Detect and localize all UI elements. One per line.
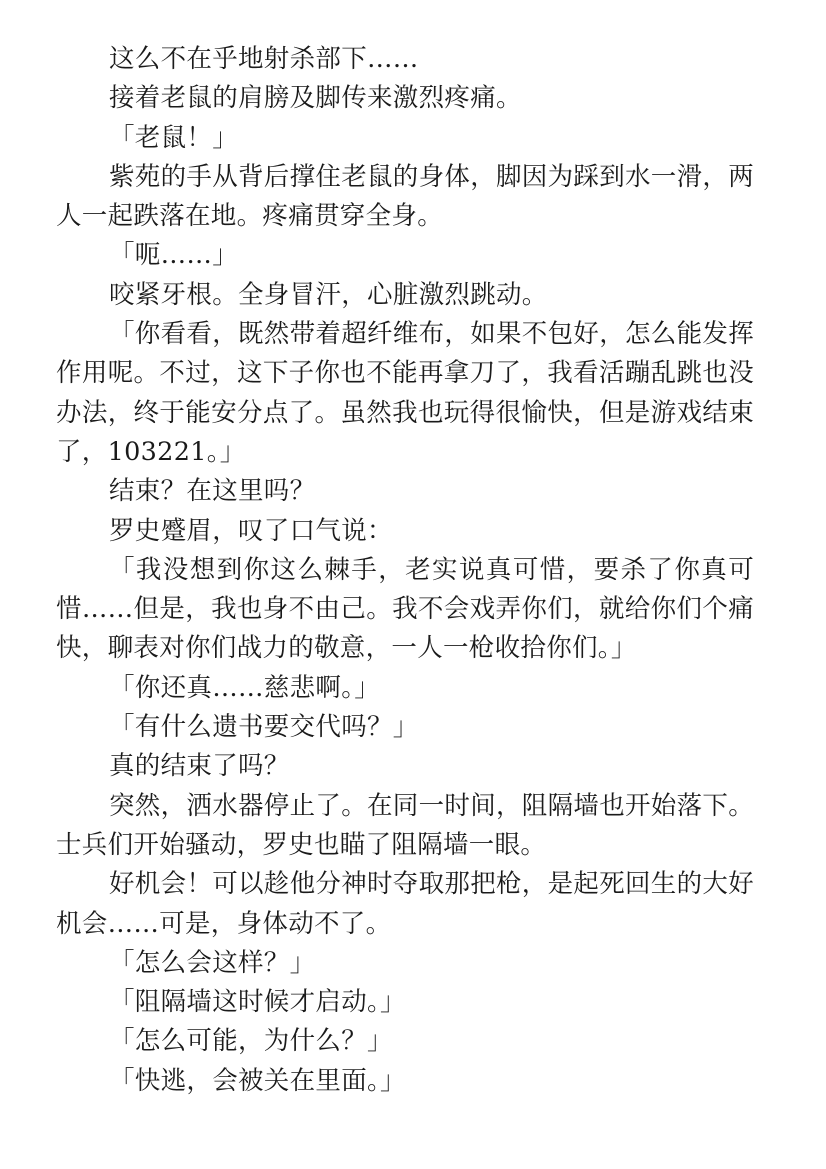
- paragraph: 结束？在这里吗？: [109, 476, 316, 507]
- paragraph: 「快逃，会被关在里面。」: [109, 1065, 406, 1096]
- paragraph: 「怎么可能，为什么？」: [109, 1026, 393, 1057]
- paragraph: 「你看看，既然带着超纤维布，如果不包好，怎么能发挥作用呢。不过，这下子你也不能再拿刀了，我看活蹦乱跳也没办法，终于能安分点了。虽然我也玩得很愉快，但是游戏结束了，103221。」: [56, 319, 755, 467]
- paragraph: 突然，洒水器停止了。在同一时间，阻隔墙也开始落下。士兵们开始骚动，罗史也瞄了阻隔墙一眼。: [56, 790, 755, 860]
- paragraph: 真的结束了吗？: [109, 751, 290, 782]
- paragraph: 「呃……」: [109, 240, 239, 271]
- paragraph: 「老鼠！」: [109, 122, 239, 153]
- paragraph: 「我没想到你这么棘手，老实说真可惜，要杀了你真可惜……但是，我也身不由己。我不会戏弄你们，就给你们个痛快，聊表对你们战力的敬意，一人一枪收拾你们。」: [56, 554, 754, 664]
- paragraph: 接着老鼠的肩膀及脚传来激烈疼痛。: [109, 83, 522, 114]
- paragraph: 「你还真……慈悲啊。」: [109, 672, 381, 703]
- paragraph: 这么不在乎地射杀部下……: [109, 44, 419, 74]
- paragraph: 「怎么会这样？」: [109, 947, 316, 978]
- paragraph: 好机会！可以趁他分神时夺取那把枪，是起死回生的大好机会……可是，身体动不了。: [56, 869, 755, 939]
- paragraph: 「阻隔墙这时候才启动。」: [109, 987, 406, 1018]
- paragraph: 「有什么遗书要交代吗？」: [109, 712, 419, 743]
- paragraph: 罗史蹙眉，叹了口气说：: [109, 515, 393, 546]
- paragraph: 紫苑的手从背后撑住老鼠的身体，脚因为踩到水一滑，两人一起跌落在地。疼痛贯穿全身。: [56, 161, 755, 232]
- paragraph: 咬紧牙根。全身冒汗，心脏激烈跳动。: [109, 279, 548, 310]
